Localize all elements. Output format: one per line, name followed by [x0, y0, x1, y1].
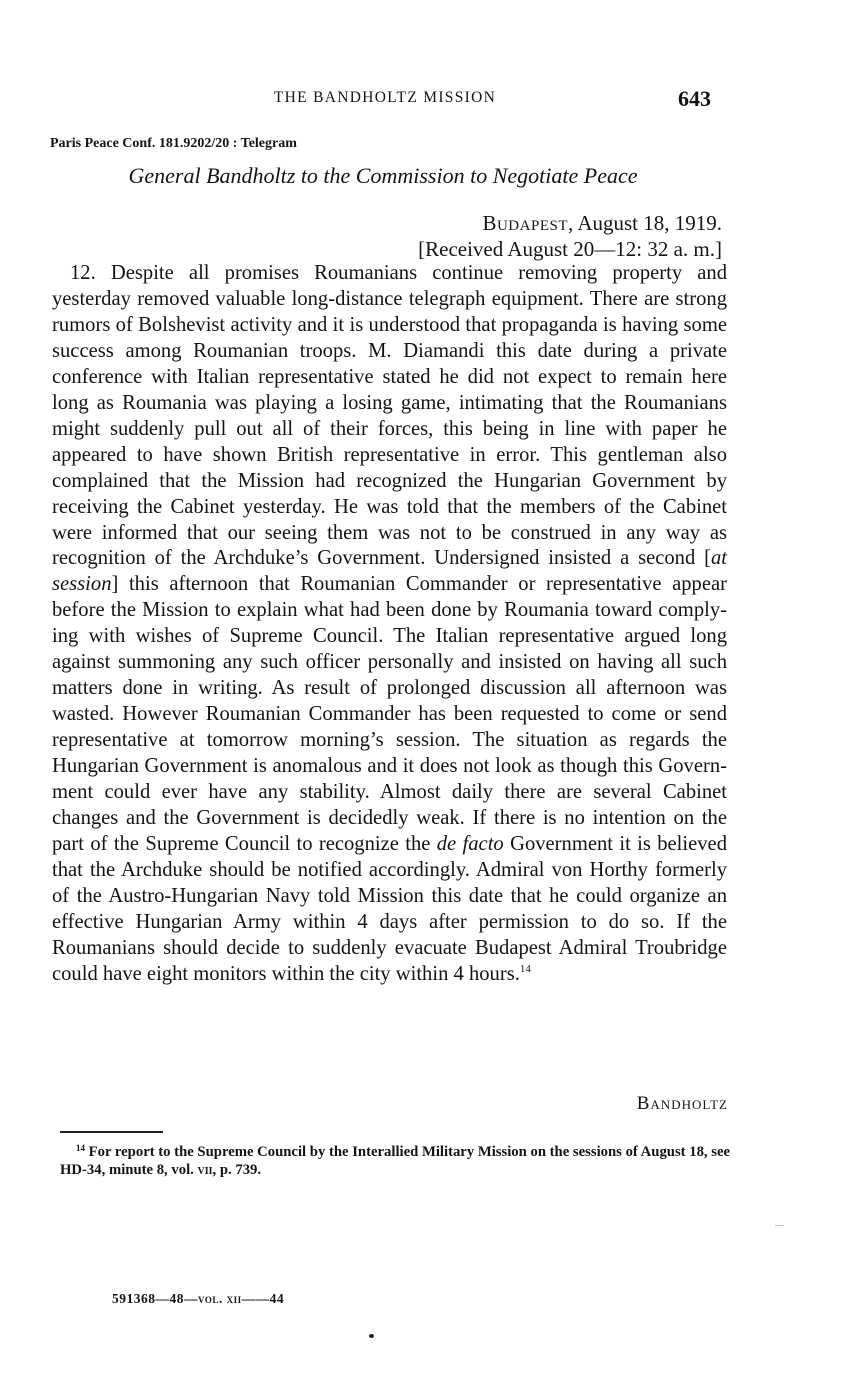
dateline-date: , August 18, 1919. [567, 211, 722, 235]
dateline-place-date [418, 210, 722, 236]
footnote-divider [60, 1131, 163, 1133]
footnote-marker: 14 [76, 1143, 85, 1153]
footnote [60, 1143, 730, 1179]
dateline-place: Budapest [482, 211, 568, 235]
ink-speck [369, 1334, 374, 1338]
telegram-body [52, 261, 727, 988]
italic-de-facto: de facto [436, 832, 504, 855]
footnote-text-after: , p. 739. [212, 1162, 262, 1178]
body-text-part-3: Government it is believed that the Archduke should be notified accordingly. Admiral von Horthy formerly of the Austro-Hungarian Navy told Mission this date that he could organize an effective Hungarian Army within 4 days after permission to do so. If the Roumanians should decide to suddenly evacuate Budapest Admiral Troubridge could have eight monitors within the city within 4 hours. [52, 832, 727, 985]
received-line: [Received August 20—12: 32 a. m.] [418, 237, 722, 261]
page-number: 643 [678, 86, 711, 111]
body-paragraph [52, 261, 727, 988]
bracket-close: ] [111, 573, 119, 596]
printer-mark-volume: vol. xii [198, 1291, 242, 1306]
document-title: General Bandholtz to the Commission to Negotiate Peace [128, 163, 638, 188]
bracket-open: [ [704, 547, 711, 570]
scan-artifact [775, 1225, 783, 1226]
body-text-part-1: 12. Despite all promises Roumanians continue removing property and yesterday removed valuable long-distance telegraph equipment. There are strong rumors of Bolshevist activity and it is understood that propaganda is having some success among Roumanian troops. M. Diamandi this date during a private conference with Italian representative stated he did not expect to remain here long as Roumania was playing a losing game, intimating that the Roumanians might suddenly pull out all of their forces, this being in line with paper he appeared to have shown British representative in error. This gentleman also complained that the Mission had recognized the Hungarian Government by receiving the Cabinet yesterday. He was told that the members of the Cabinet were informed that our seeing them was not to be construed in any way as recognition of the Archduke’s Government. Undersigned insisted a second [52, 262, 727, 570]
dateline [418, 210, 722, 262]
footnote-reference[interactable]: 14 [519, 962, 531, 975]
running-head: THE BANDHOLTZ MISSION [273, 89, 497, 106]
editorial-insertion: at session [52, 547, 727, 596]
footnote-volume: vii [197, 1162, 213, 1178]
footnote-text-before: For report to the Supreme Council by the Interallied Military Mission on the sessions of August 18, see HD-34, minute 8, vol. [60, 1144, 731, 1178]
printer-mark-prefix: 591368—48— [112, 1291, 198, 1306]
printer-mark [112, 1291, 284, 1307]
printer-mark-suffix: ——44 [241, 1291, 285, 1306]
file-reference: Paris Peace Conf. 181.9202/20 : Telegram [50, 136, 297, 151]
body-text-part-2: this afternoon that Roumanian Commander or representative appear before the Mission to explain what had been done by Roumania toward complying with wishes of Supreme Council. The Italian representative argued long against summoning any such officer personally and insisted on having all such matters done in writing. As result of prolonged discussion all afternoon was wasted. However Roumanian Commander has been requested to come or send representative at tomorrow morning’s session. The situation as regards the Hungarian Government is anomalous and it does not look as though this Government could ever have any stability. Almost daily there are several Cabinet changes and the Government is decidedly weak. If there is no intention on the part of the Supreme Council to recognize the [52, 573, 727, 855]
signature: Bandholtz [636, 1093, 728, 1114]
